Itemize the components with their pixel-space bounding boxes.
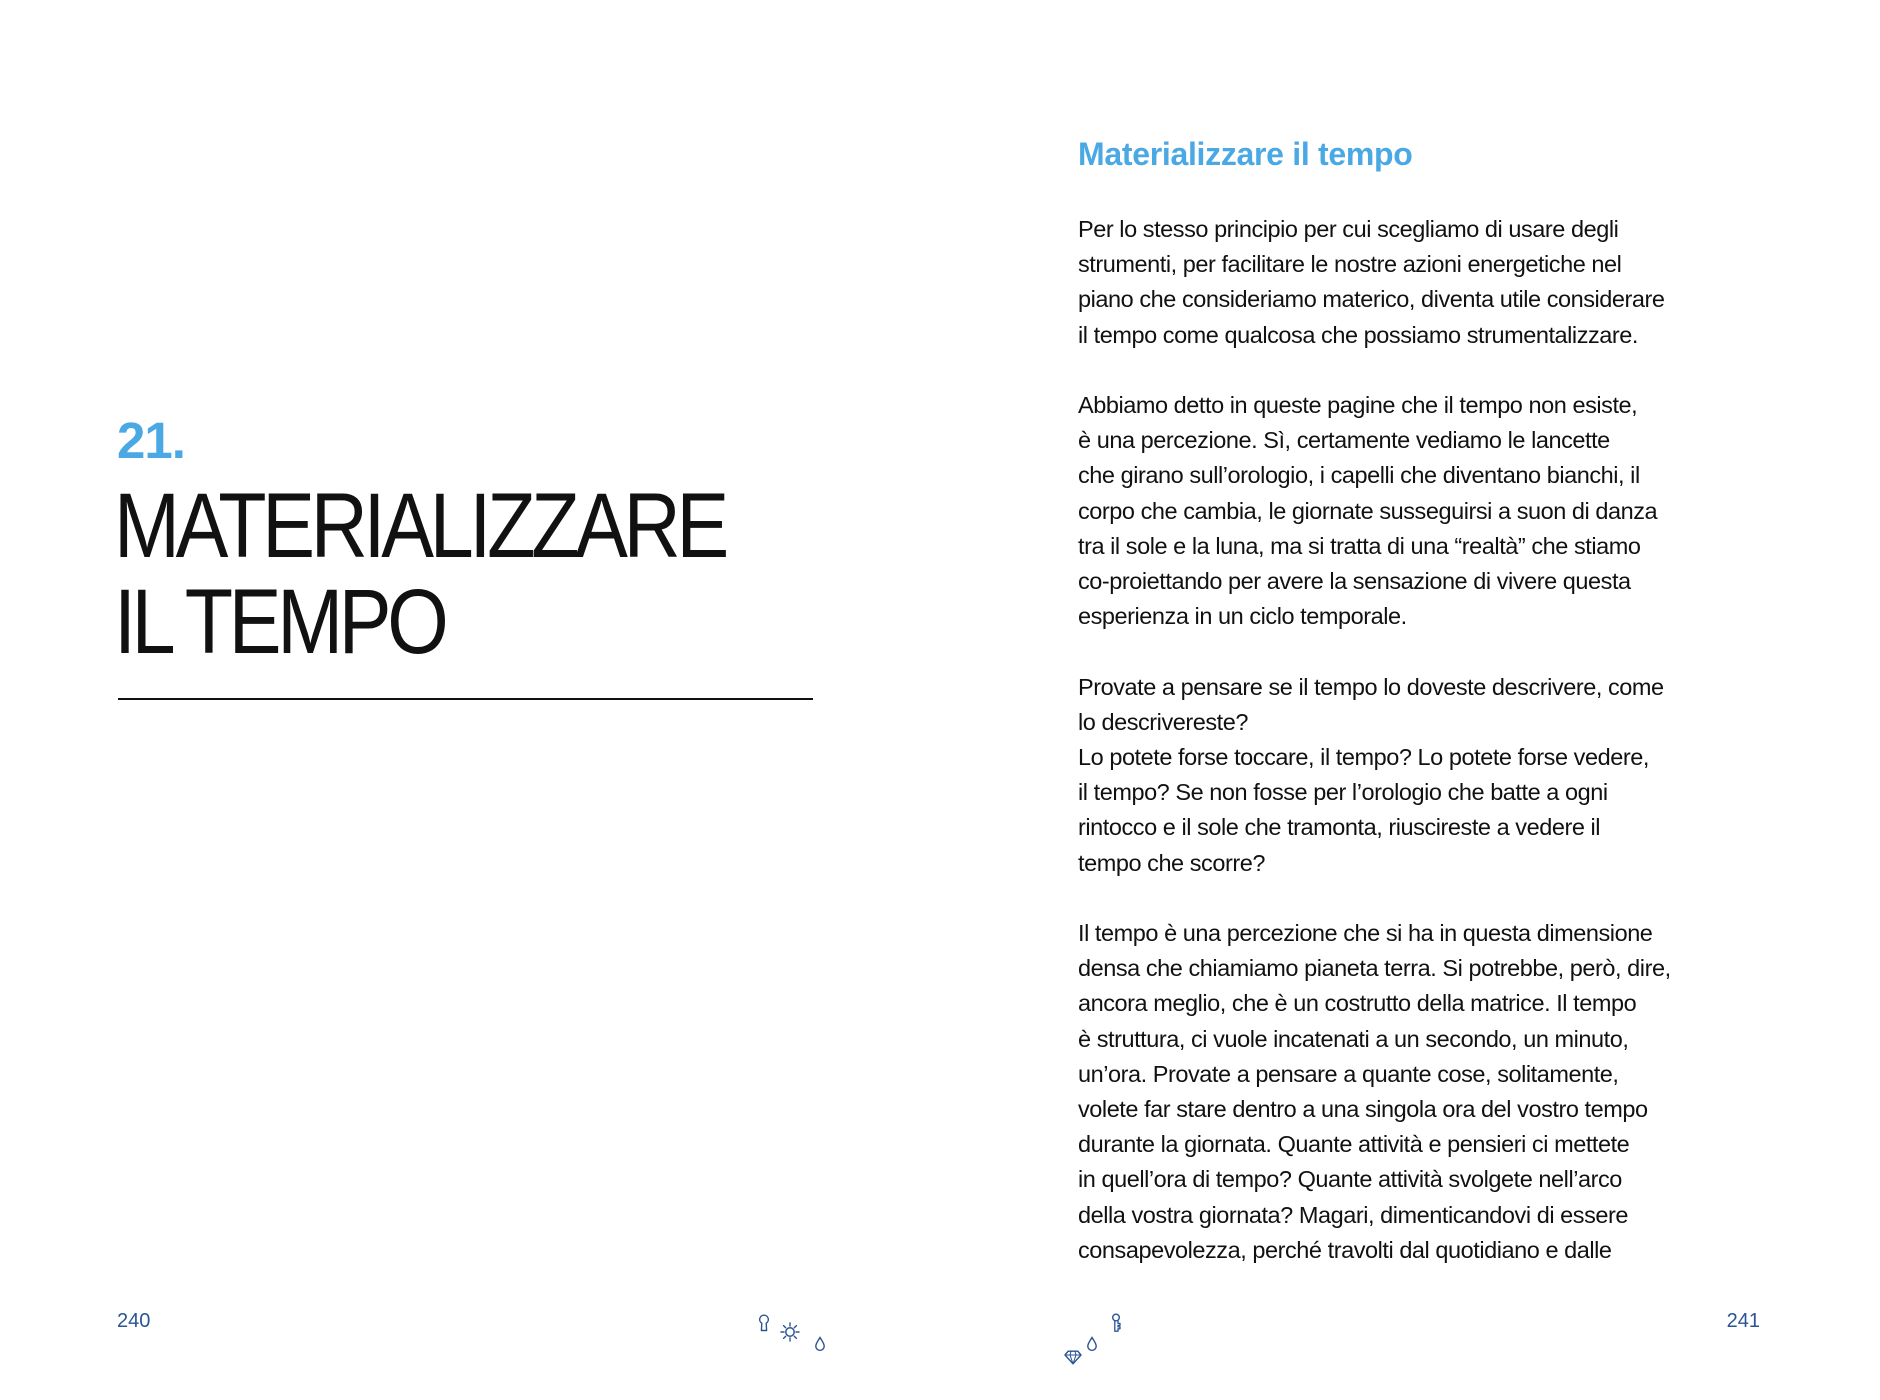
chapter-title-rule — [118, 698, 813, 700]
paragraph — [1078, 670, 1738, 881]
sun-icon — [780, 1322, 800, 1342]
chapter-title — [114, 475, 725, 673]
key-icon — [1111, 1313, 1123, 1333]
text-line: tra il sole e la luna, ma si tratta di una “realtà” che stiamo — [1078, 532, 1641, 559]
chapter-title-line: MATERIALIZZARE — [114, 475, 725, 577]
text-line: rintocco e il sole che tramonta, riuscireste a vedere il — [1078, 814, 1601, 841]
text-line: in quell’ora di tempo? Quante attività svolgete nell’arco — [1078, 1166, 1622, 1193]
text-line: Lo potete forse toccare, il tempo? Lo potete forse vedere, — [1078, 744, 1649, 771]
chapter-number: 21. — [117, 412, 185, 469]
drop-icon — [1086, 1336, 1098, 1352]
right-page — [940, 0, 1880, 1400]
page-number: 240 — [117, 1310, 151, 1332]
paragraph — [1078, 916, 1738, 1268]
section-heading: Materializzare il tempo — [1078, 136, 1413, 172]
keyhole-icon — [758, 1314, 770, 1332]
text-line: è struttura, ci vuole incatenati a un secondo, un minuto, — [1078, 1025, 1629, 1052]
text-line: strumenti, per facilitare le nostre azioni energetiche nel — [1078, 251, 1622, 278]
text-line: Per lo stesso principio per cui scegliamo di usare degli — [1078, 216, 1619, 242]
text-line: Abbiamo detto in queste pagine che il tempo non esiste, — [1078, 392, 1638, 418]
text-line: tempo che scorre? — [1078, 849, 1265, 876]
text-line: consapevolezza, perché travolti dal quotidiano e dalle — [1078, 1236, 1612, 1263]
text-line: il tempo come qualcosa che possiamo strumentalizzare. — [1078, 321, 1639, 348]
text-line: durante la giornata. Quante attività e pensieri ci mettete — [1078, 1131, 1630, 1158]
body-text — [1078, 212, 1738, 1268]
text-line: corpo che cambia, le giornate susseguirsi a suon di danza — [1078, 497, 1658, 524]
text-line: co-proiettando per avere la sensazione di vivere questa — [1078, 568, 1631, 595]
text-line: il tempo? Se non fosse per l’orologio che batte a ogni — [1078, 779, 1608, 806]
text-line: volete far stare dentro a una singola ora del vostro tempo — [1078, 1096, 1648, 1123]
chapter-title-line: IL TEMPO — [114, 571, 445, 673]
text-line: un’ora. Provate a pensare a quante cose, solitamente, — [1078, 1060, 1619, 1087]
text-line: Il tempo è una percezione che si ha in questa dimensione — [1078, 920, 1653, 947]
drop-icon — [814, 1336, 826, 1352]
paragraph — [1078, 388, 1738, 634]
text-line: è una percezione. Sì, certamente vediamo le lancette — [1078, 427, 1610, 454]
text-line: ancora meglio, che è un costrutto della matrice. Il tempo — [1078, 990, 1637, 1017]
text-line: Provate a pensare se il tempo lo doveste descrivere, come — [1078, 673, 1664, 700]
text-line: densa che chiamiamo pianeta terra. Si potrebbe, però, dire, — [1078, 955, 1671, 982]
paragraph — [1078, 212, 1738, 353]
text-line: piano che consideriamo materico, diventa utile considerare — [1078, 286, 1665, 313]
text-line: lo descrivereste? — [1078, 708, 1248, 735]
page-number: 241 — [1726, 1310, 1760, 1332]
text-line: della vostra giornata? Magari, dimenticandovi di essere — [1078, 1201, 1629, 1228]
text-line: che girano sull’orologio, i capelli che diventano bianchi, il — [1078, 462, 1640, 489]
text-line: esperienza in un ciclo temporale. — [1078, 603, 1407, 630]
diamond-icon — [1064, 1350, 1082, 1365]
